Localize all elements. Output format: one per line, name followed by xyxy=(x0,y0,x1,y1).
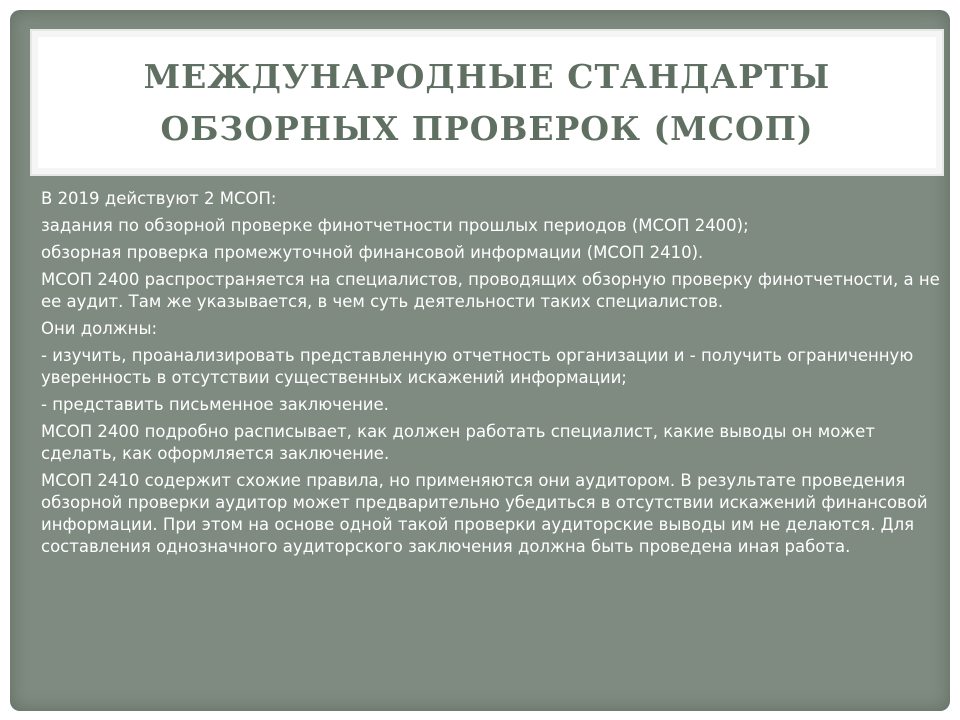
body-paragraph-9: МСОП 2410 содержит схожие правила, но применяются они аудитором. В результате проведения обзорной проверки аудитор может предварительно убедиться в отсутствии искажений финансовой информации. При этом на основе одной такой проверки аудиторские выводы им не делаются. Для составления однозначного аудиторского заключения должна быть проведена иная работа. xyxy=(41,471,928,556)
slide xyxy=(10,10,950,711)
title-box xyxy=(30,29,944,176)
title-line-2: ОБЗОРНЫХ ПРОВЕРОК (МСОП) xyxy=(160,108,814,148)
body-paragraph-3: обзорная проверка промежуточной финансовой информации (МСОП 2410). xyxy=(41,243,704,262)
body-paragraph-2: задания по обзорной проверке финотчетности прошлых периодов (МСОП 2400); xyxy=(41,216,749,235)
slide-title xyxy=(144,51,831,155)
title-line-1: МЕЖДУНАРОДНЫЕ СТАНДАРТЫ xyxy=(143,56,831,96)
body-paragraph-6: - изучить, проанализировать представленную отчетность организации и - получить ограниченную уверенность в отсутствии существенных искажений информации; xyxy=(41,346,914,387)
body-paragraph-1: В 2019 действуют 2 МСОП: xyxy=(41,189,277,208)
slide-body xyxy=(41,188,941,563)
body-paragraph-4: МСОП 2400 распространяется на специалистов, проводящих обзорную проверку финотчетности, а не ее аудит. Там же указывается, в чем суть деятельности таких специалистов. xyxy=(41,270,940,311)
body-paragraph-5: Они должны: xyxy=(41,319,158,338)
body-paragraph-7: - представить письменное заключение. xyxy=(41,395,389,414)
body-paragraph-8: МСОП 2400 подробно расписывает, как должен работать специалист, какие выводы он может сделать, как оформляется заключение. xyxy=(41,422,875,463)
